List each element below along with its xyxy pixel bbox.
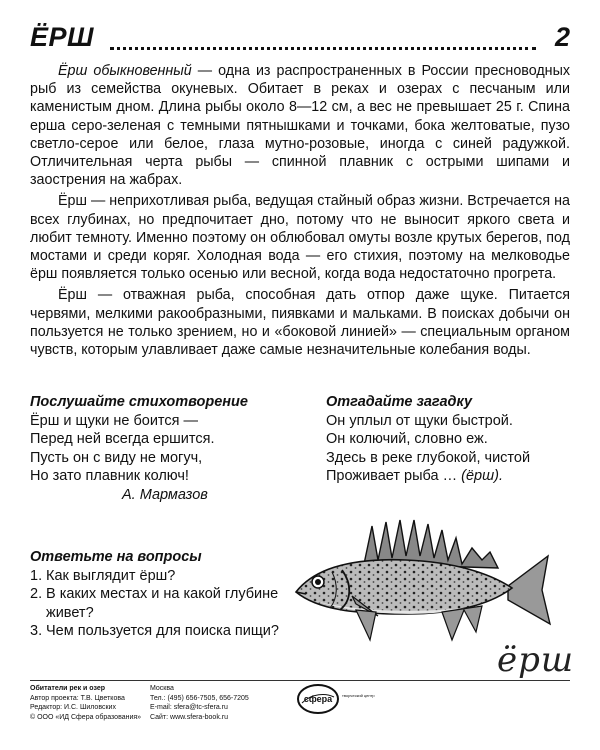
- anal-fin: [442, 606, 482, 640]
- riddle-section: [326, 393, 576, 486]
- poem-line: Но зато плавник колюч!: [30, 468, 189, 484]
- questions-list: [30, 567, 300, 641]
- riddle-title: Отгадайте загадку: [326, 394, 473, 410]
- poem-title: Послушайте стихотворение: [30, 394, 248, 410]
- article-paragraph-1: [30, 62, 570, 189]
- handwritten-word: ёрш: [497, 640, 575, 680]
- poem-author: А. Мармазов: [122, 486, 208, 503]
- riddle-line: Здесь в реке глубокой, чистой: [326, 449, 531, 466]
- riddle-answer: (ёрш).: [461, 468, 503, 484]
- riddle-last-line: [326, 467, 576, 486]
- logo-text: сфера: [303, 694, 333, 704]
- sfera-logo: [296, 683, 376, 715]
- question-item: [30, 585, 300, 622]
- poem-line: Перед ней всегда ершится.: [30, 431, 215, 447]
- question-text: Как выглядит ёрш?: [46, 567, 176, 584]
- ruffe-fish-illustration: [286, 500, 556, 650]
- article-text: [30, 62, 570, 362]
- article-lead-term: Ёрш обыкновенный: [58, 63, 192, 79]
- poem-line: Ёрш и щуки не боится —: [30, 412, 199, 429]
- riddle-line: Он уплыл от щуки быстрой.: [326, 412, 513, 429]
- riddle-line: Он колючий, словно еж.: [326, 431, 488, 447]
- logo-subtext: творческий центр: [342, 693, 375, 698]
- footer-city: Москва: [150, 685, 174, 692]
- riddle-last-line-text: Проживает рыба …: [326, 468, 462, 484]
- page-header: [30, 22, 570, 56]
- poem-line: Пусть он с виду не могуч,: [30, 449, 203, 466]
- footer-contacts: [150, 684, 249, 722]
- footer-divider: [30, 680, 570, 681]
- footer-copyright: © ООО «ИД Сфера образования»: [30, 713, 142, 721]
- article-paragraph-2: Ёрш — неприхотливая рыба, ведущая стайный образ жизни. Встречается на всех глубинах, но предпочитает дно, потому что не выносит яркого света и любит темноту. Именно поэтому он облюбовал омуты возле крутых берегов, под мостами и среди коряг. Холодная вода — его стихия, поэтому на мелководье ёрш появляется только осенью или весной, когда вода недостаточно прогрета.: [30, 193, 570, 283]
- footer-site: Сайт: www.sfera-book.ru: [150, 713, 228, 721]
- footer-editor: Редактор: И.С. Шиловских: [30, 704, 116, 712]
- article-paragraph-1-text: — одна из распространенных в России пресноводных рыб из семейства окуневых. Обитает в реках и озерах с песчаным или каменистым дном. Длина рыбы около 8—12 см, а вес не превышает 25 г. Спина ерша серо-зеленая с темными пятнышками и точками, бока желтоватые, пузо светло-серое или белое, глаза мутно-розовые, иногда с синей радужкой. Отличительная черта рыбы — спинной плавник с острыми шипами и заострения на жабрах.: [30, 63, 571, 189]
- questions-section: [30, 548, 300, 641]
- ventral-fin: [356, 610, 376, 640]
- footer-credits: [30, 684, 141, 722]
- question-text: В каких местах и на какой глубине живет?: [46, 586, 279, 621]
- title-dot-leader: [110, 47, 536, 50]
- question-text: Чем пользуется для поиска пищи?: [46, 623, 279, 639]
- footer-email: E-mail: sfera@tc-sfera.ru: [150, 704, 228, 712]
- question-item: [30, 567, 300, 586]
- footer-phone: Тел.: (495) 656-7505, 656-7205: [150, 694, 249, 702]
- article-paragraph-3: Ёрш — отважная рыба, способная дать отпор даже щуке. Питается червями, мелкими ракообразными, пиявками и мальками. В поисках добычи он пользуется не только зрением, но и «боковой линией» — специальным органом чувств, которым улавливает даже самые незначительные колебания воды.: [30, 287, 570, 359]
- questions-title: Ответьте на вопросы: [30, 549, 202, 565]
- question-item: [30, 622, 300, 641]
- footer-series: Обитатели рек и озер: [30, 685, 106, 692]
- question-number: 3.: [30, 623, 43, 639]
- question-number: 1.: [30, 567, 43, 584]
- question-number: 2.: [30, 586, 43, 602]
- tail-fin: [508, 556, 550, 624]
- footer-author: Автор проекта: Т.В. Цветкова: [30, 694, 125, 702]
- page-number: 2: [554, 22, 570, 52]
- poem-section: [30, 393, 290, 504]
- page-title: ЁРШ: [30, 22, 94, 52]
